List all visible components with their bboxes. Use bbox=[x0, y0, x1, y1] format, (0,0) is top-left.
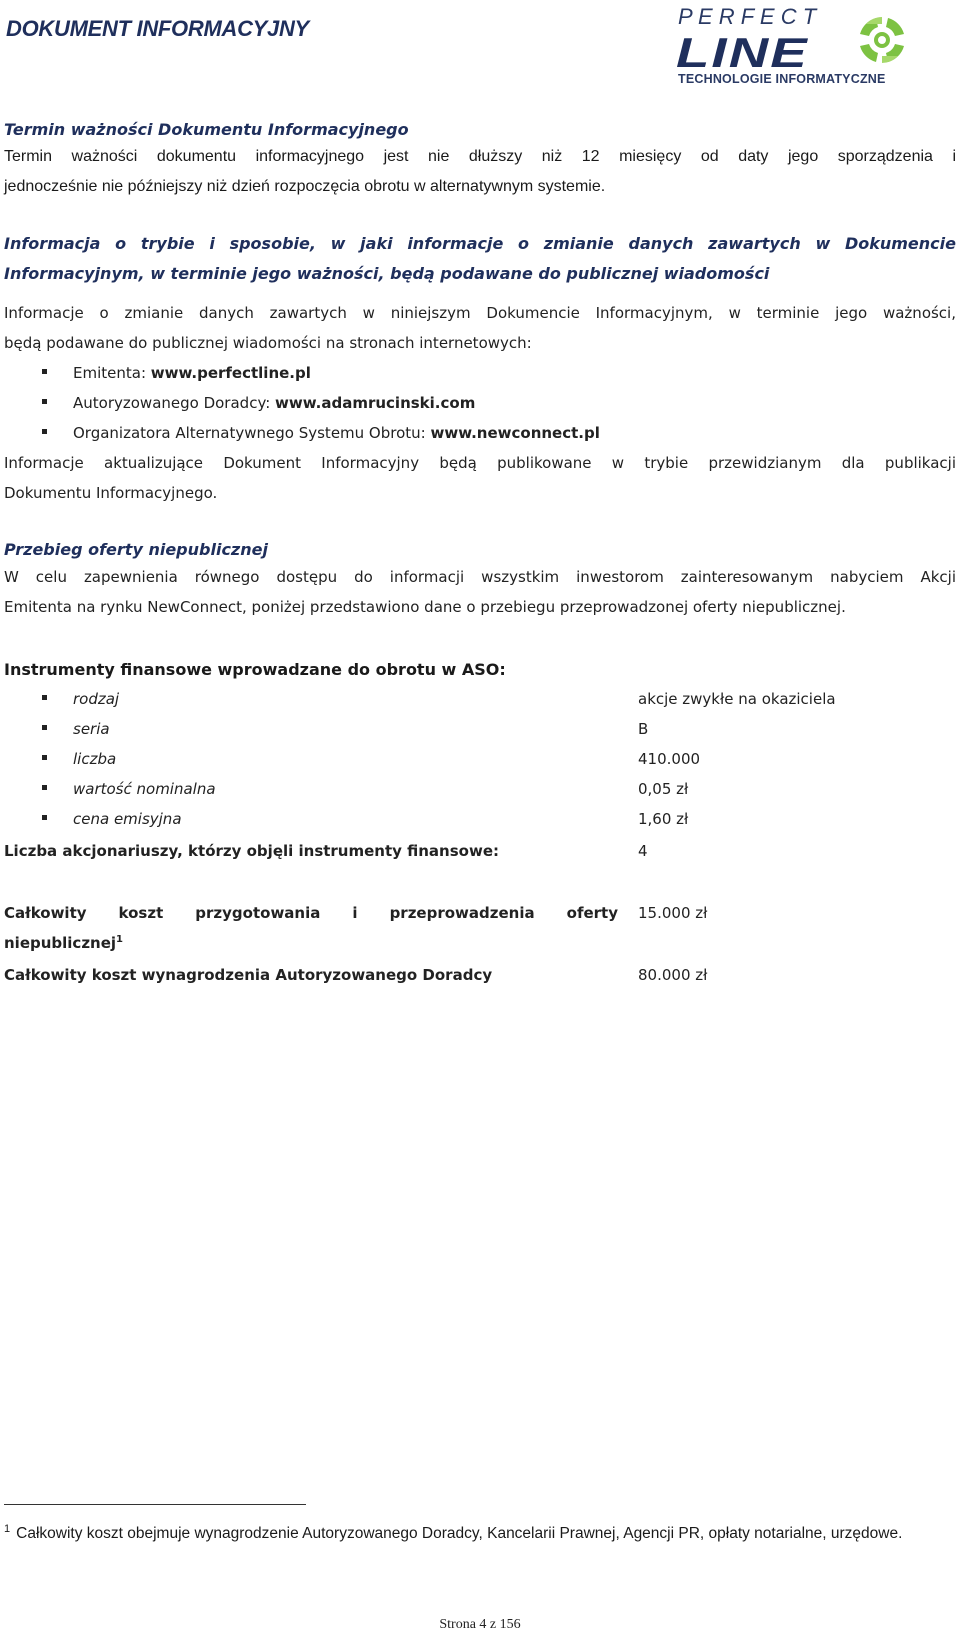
instrument-row bbox=[42, 690, 942, 712]
validity-text-line1: Termin ważności dokumentu informacyjnego jest nie dłuższy niż 12 miesięcy od daty jego sporządzenia i bbox=[4, 148, 956, 165]
bullet-icon bbox=[42, 785, 47, 790]
logo-top-text: P E R F E C T bbox=[678, 4, 817, 29]
instrument-label: rodzaj bbox=[73, 690, 120, 708]
offer-cost-label-line2 bbox=[4, 934, 123, 952]
bullet-icon bbox=[42, 695, 47, 700]
advisor-cost-label: Całkowity koszt wynagrodzenia Autoryzowanego Doradcy bbox=[4, 966, 493, 984]
validity-heading: Termin ważności Dokumentu Informacyjnego bbox=[4, 120, 409, 139]
footnote-text: Całkowity koszt obejmuje wynagrodzenie Autoryzowanego Doradcy, Kancelarii Prawnej, Agencji PR, opłaty notarialne, urzędowe. bbox=[16, 1525, 903, 1543]
offer-cost-value: 15.000 zł bbox=[638, 904, 708, 922]
updates-text-line2: będą podawane do publicznej wiadomości na stronach internetowych: bbox=[4, 334, 532, 352]
instrument-label: seria bbox=[73, 720, 110, 738]
instrument-label: liczba bbox=[73, 750, 117, 768]
updates-heading-line2: Informacyjnym, w terminie jego ważności, będą podawane do publicznej wiadomości bbox=[4, 264, 770, 283]
instrument-label: cena emisyjna bbox=[73, 810, 182, 828]
advisor-cost-value: 80.000 zł bbox=[638, 966, 708, 984]
footnote-number: 1 bbox=[4, 1523, 11, 1535]
bullet-icon bbox=[42, 725, 47, 730]
footnote-separator bbox=[4, 1504, 306, 1505]
footnote bbox=[4, 1518, 904, 1545]
bullet-icon bbox=[42, 815, 47, 820]
shareholders-value: 4 bbox=[638, 842, 648, 860]
bullet-icon bbox=[42, 429, 47, 434]
website-item-issuer bbox=[42, 364, 311, 382]
instruments-heading: Instrumenty finansowe wprowadzane do obrotu w ASO: bbox=[4, 660, 506, 679]
bullet-icon bbox=[42, 755, 47, 760]
document-title: DOKUMENT INFORMACYJNY bbox=[6, 16, 309, 41]
logo-main-text: LINE bbox=[676, 30, 809, 77]
instrument-row bbox=[42, 750, 942, 772]
website-item-advisor bbox=[42, 394, 475, 412]
instrument-value: 410.000 bbox=[638, 750, 701, 768]
offer-cost-label-text: niepublicznej bbox=[4, 934, 117, 952]
instrument-row bbox=[42, 780, 942, 802]
instrument-value: 0,05 zł bbox=[638, 780, 689, 798]
offer-text-line1: W celu zapewnienia równego dostępu do informacji wszystkim inwestorom zainteresowanym nabyciem Akcji bbox=[4, 568, 956, 586]
offer-heading: Przebieg oferty niepublicznej bbox=[4, 540, 268, 559]
validity-text-line2: jednocześnie nie późniejszy niż dzień rozpoczęcia obrotu w alternatywnym systemie. bbox=[4, 178, 606, 195]
offer-text-line2: Emitenta na rynku NewConnect, poniżej przedstawiono dane o przebiegu przeprowadzonej oferty niepublicznej. bbox=[4, 598, 846, 616]
updates-after-line2: Dokumentu Informacyjnego. bbox=[4, 484, 218, 502]
website-label: Organizatora Alternatywnego Systemu Obrotu: bbox=[73, 424, 431, 442]
logo-swirl-icon bbox=[860, 17, 904, 63]
instrument-value: B bbox=[638, 720, 649, 738]
shareholders-label: Liczba akcjonariuszy, którzy objęli instrumenty finansowe: bbox=[4, 842, 499, 860]
instrument-label: wartość nominalna bbox=[73, 780, 216, 798]
website-link[interactable]: www.perfectline.pl bbox=[150, 364, 311, 382]
bullet-icon bbox=[42, 399, 47, 404]
instrument-value: 1,60 zł bbox=[638, 810, 689, 828]
bullet-icon bbox=[42, 369, 47, 374]
updates-text-line1: Informacje o zmianie danych zawartych w niniejszym Dokumencie Informacyjnym, w terminie jego ważności, bbox=[4, 304, 956, 322]
instrument-row bbox=[42, 810, 942, 832]
updates-heading-line1: Informacja o trybie i sposobie, w jaki informacje o zmianie danych zawartych w Dokumencie bbox=[4, 234, 956, 253]
website-label: Autoryzowanego Doradcy: bbox=[73, 394, 276, 412]
footnote-reference[interactable]: 1 bbox=[116, 934, 124, 945]
offer-cost-label-line1: Całkowity koszt przygotowania i przeprowadzenia oferty bbox=[4, 904, 618, 922]
website-link[interactable]: www.newconnect.pl bbox=[430, 424, 600, 442]
logo-tagline: TECHNOLOGIE INFORMATYCZNE bbox=[678, 72, 886, 86]
website-label: Emitenta: bbox=[73, 364, 151, 382]
instrument-value: akcje zwykłe na okaziciela bbox=[638, 690, 836, 708]
updates-after-line1: Informacje aktualizujące Dokument Informacyjny będą publikowane w trybie przewidzianym dla publikacji bbox=[4, 454, 956, 472]
instrument-row bbox=[42, 720, 942, 742]
website-item-organizer bbox=[42, 424, 600, 442]
website-link[interactable]: www.adamrucinski.com bbox=[275, 394, 476, 412]
page-number: Strona 4 z 156 bbox=[439, 1617, 521, 1632]
